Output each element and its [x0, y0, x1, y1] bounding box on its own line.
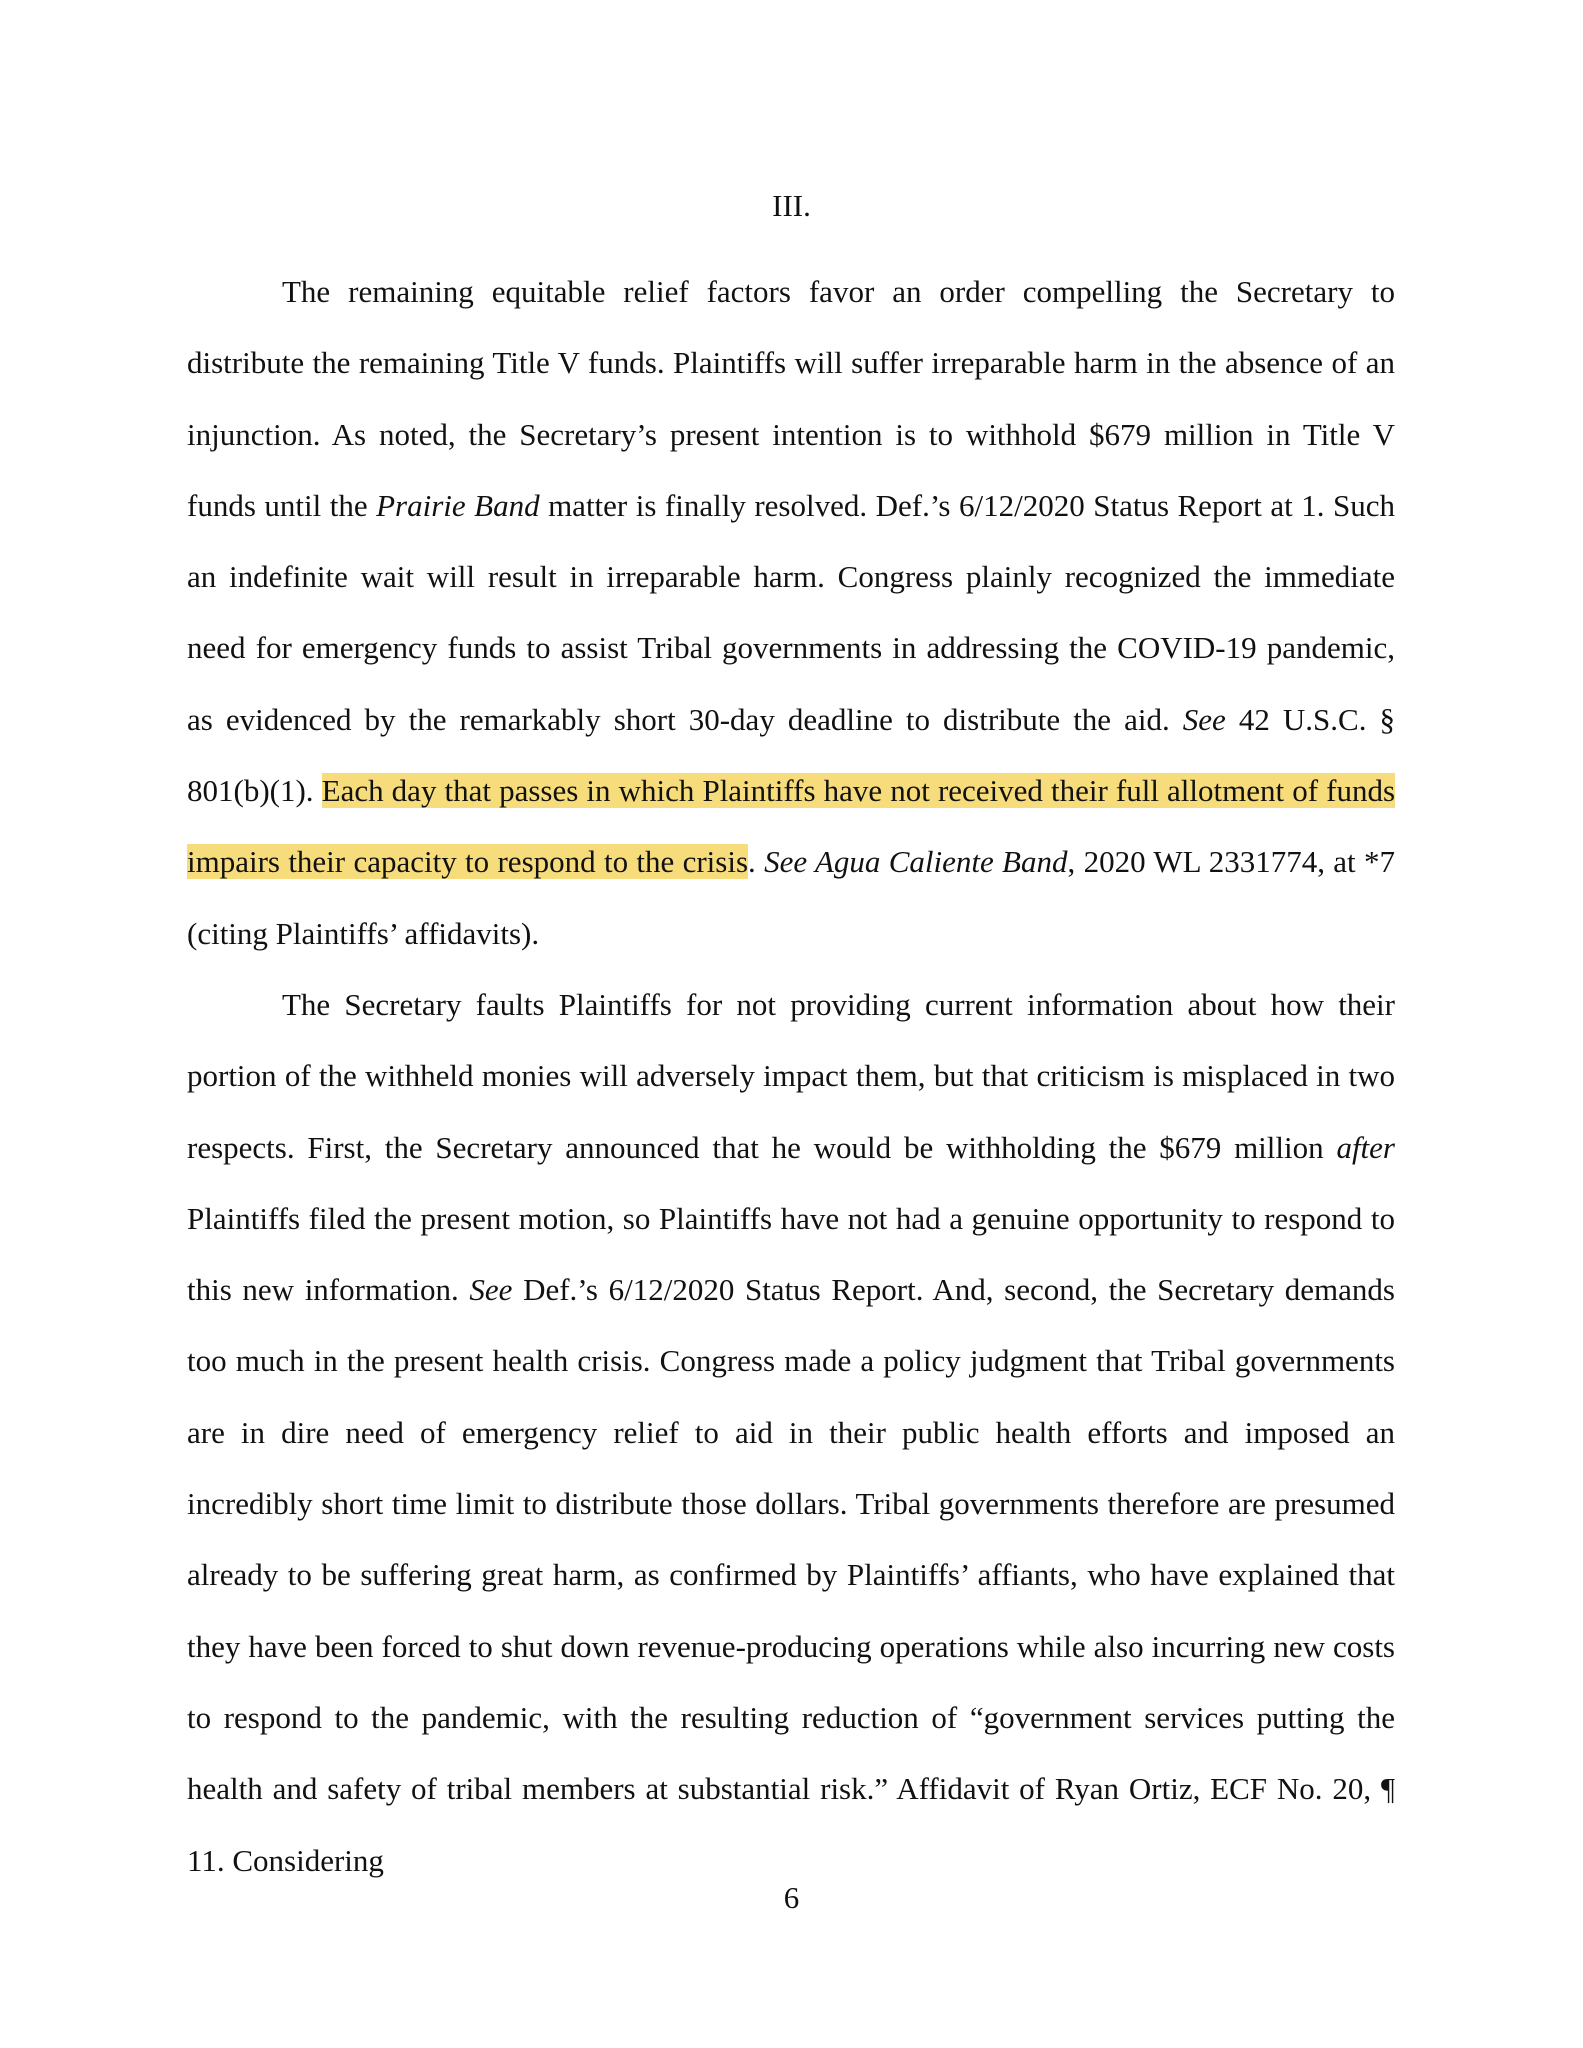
case-citation-italic: See Agua Caliente Band: [764, 844, 1068, 880]
highlighted-sentence: Each day that passes in which Plaintiffs have not received their full allotment of funds impairs their capacity to respond to the crisis: [187, 773, 1396, 880]
paragraph1-text-2: matter is finally resolved. Def.’s 6/12/2020 Status Report at 1. Such an indefinite wait will result in irreparable harm. Congress plainly recognized the immediate need for emergency funds to assist Tribal governments in addressing the COVID-19 pandemic, as evidenced by the remarkably short 30-day deadline to distribute the aid.: [187, 487, 1395, 737]
paragraph-irreparable-harm: [187, 256, 1395, 969]
emphasis-italic: after: [1336, 1129, 1395, 1165]
document-body: [187, 256, 1395, 1896]
paragraph1-text-3: 42 U.S.C. § 801(b)(1).: [187, 701, 1395, 809]
paragraph1-text-5: , 2020 WL 2331774, at *7 (citing Plaintiffs’ affidavits).: [187, 844, 1396, 951]
paragraph2-text-2: Plaintiffs filed the present motion, so Plaintiffs have not had a genuine opportunity to respond to this new information.: [187, 1200, 1395, 1308]
paragraph2-text-3: Def.’s 6/12/2020 Status Report. And, second, the Secretary demands too much in the present health crisis. Congress made a policy judgment that Tribal governments are in dire need of emergency relief to aid in their public health efforts and imposed an incredibly short time limit to distribute those dollars. Tribal governments therefore are presumed already to be suffering great harm, as confirmed by Plaintiffs’ affiants, who have explained that they have been forced to shut down revenue-producing operations while also incurring new costs to respond to the pandemic, with the resulting reduction of “government services putting the health and safety of tribal members at substantial risk.” Affidavit of Ryan Ortiz, ECF No. 20, ¶ 11. Considering: [187, 1272, 1395, 1878]
paragraph-secretary-faults: [187, 969, 1395, 1896]
citation-signal-italic: See: [469, 1272, 513, 1308]
paragraph1-text-4: .: [748, 844, 765, 880]
citation-signal-italic: See: [1182, 701, 1226, 737]
page-number: 6: [783, 1880, 800, 1915]
section-heading: III.: [772, 188, 811, 223]
paragraph2-text-1: The Secretary faults Plaintiffs for not providing current information about how their portion of the withheld monies will adversely impact them, but that criticism is misplaced in two respects. First, the Secretary announced that he would be withholding the $679 million: [187, 986, 1395, 1165]
case-name-italic: Prairie Band: [376, 487, 540, 523]
paragraph1-text-1: The remaining equitable relief factors favor an order compelling the Secretary to distribute the remaining Title V funds. Plaintiffs will suffer irreparable harm in the absence of an injunction. As noted, the Secretary’s present intention is to withhold $679 million in Title V funds until the: [187, 274, 1395, 523]
